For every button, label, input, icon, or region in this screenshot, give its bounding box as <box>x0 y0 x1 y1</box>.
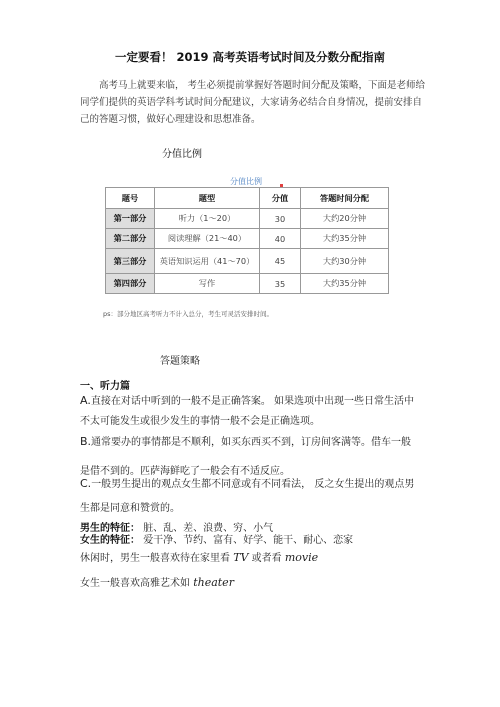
handwritten-line-2 <box>80 574 234 589</box>
table-caption: 分值比例 <box>230 177 262 186</box>
point-b-mark: B. <box>80 435 92 448</box>
table-cell: 35 <box>260 274 301 294</box>
point-c-text: 一般男生提出的观点女生都不同意或有不同看法， 反之女生提出的观点男 <box>91 479 415 490</box>
handwritten-line-1 <box>80 549 318 564</box>
handwritten-line-1-b: 或者看 <box>251 553 282 564</box>
male-features-label: 男生的特征： <box>80 523 140 534</box>
table-cell: 听力（1～20） <box>155 209 260 229</box>
table-header-row <box>106 188 389 209</box>
table-header: 题号 <box>106 188 155 209</box>
table-row <box>106 229 389 249</box>
intro-text: 高考马上就要来临， 考生必须提前掌握好答题时间分配及策略，下面是老师给同学们提供的英语学科考试时间分配建议，大家请务必结合自身情况，提前安排自己的答题习惯，做好心理建设和思想准备。 <box>80 80 426 125</box>
female-features-label: 女生的特征： <box>80 535 140 546</box>
point-a <box>80 392 414 407</box>
point-b-continued: 是借不到的。匹萨海鲜吃了一般会有不适反应。 <box>80 466 290 477</box>
table-header: 题型 <box>155 188 260 209</box>
table-cell: 写作 <box>155 274 260 294</box>
handwritten-movie: movie <box>284 551 319 564</box>
table-cell: 第一部分 <box>106 209 155 229</box>
document-title: 一定要看！ 2019 高考英语考试时间及分数分配指南 <box>114 50 385 64</box>
score-table-image <box>103 170 390 318</box>
table-header: 答题时间分配 <box>301 188 389 209</box>
table-row <box>106 209 389 229</box>
score-section-heading: 分值比例 <box>162 149 202 160</box>
point-b <box>80 433 411 448</box>
point-a-continued: 不太可能发生或很少发生的事情一般不会是正确选项。 <box>80 416 320 427</box>
listening-heading: 一、听力篇 <box>80 381 130 392</box>
point-c <box>80 475 414 490</box>
table-cell: 45 <box>260 249 301 274</box>
table-cell: 第二部分 <box>106 229 155 249</box>
table-row <box>106 274 389 294</box>
table-row <box>106 249 389 274</box>
table-cell: 30 <box>260 209 301 229</box>
table-cell: 第三部分 <box>106 249 155 274</box>
strategy-heading: 答题策略 <box>160 356 200 367</box>
point-c-mark: C. <box>80 477 92 490</box>
table-cell: 大约35分钟 <box>301 274 389 294</box>
female-features-text: 爱干净、节约、富有、好学、能干、耐心、恋家 <box>143 535 354 546</box>
table-note: ps：部分地区高考听力不计入总分，考生可灵活安排时间。 <box>103 310 274 318</box>
table-cell: 阅读理解（21～40） <box>155 229 260 249</box>
table-cell: 40 <box>260 229 301 249</box>
point-a-text: 直接在对话中听到的一般不是正确答案。 如果选项中出现一些日常生活中 <box>90 396 415 407</box>
point-b-text: 通常要办的事情都是不顺利，如买东西买不到，订房间客满等。借车一般 <box>91 437 412 448</box>
intro-paragraph <box>80 77 430 128</box>
table-cell: 大约20分钟 <box>301 209 389 229</box>
table-cell: 大约30分钟 <box>301 249 389 274</box>
score-table <box>105 187 389 294</box>
male-features-text: 脏、乱、差、浪费、穷、小气 <box>143 523 274 534</box>
handwritten-line-2-a: 女生一般喜欢高雅艺术如 <box>80 578 190 589</box>
table-cell: 大约35分钟 <box>301 229 389 249</box>
handwritten-tv: TV <box>233 551 249 564</box>
point-a-mark: A. <box>80 394 91 407</box>
handwritten-theater: theater <box>193 576 234 589</box>
table-cell: 英语知识运用（41～70） <box>155 249 260 274</box>
point-c-continued: 生都是同意和赞赏的。 <box>80 503 180 514</box>
female-features <box>80 531 353 546</box>
table-header: 分值 <box>260 188 301 209</box>
handwritten-line-1-a: 休闲时，男生一般喜欢待在家里看 <box>80 553 230 564</box>
table-cell: 第四部分 <box>106 274 155 294</box>
